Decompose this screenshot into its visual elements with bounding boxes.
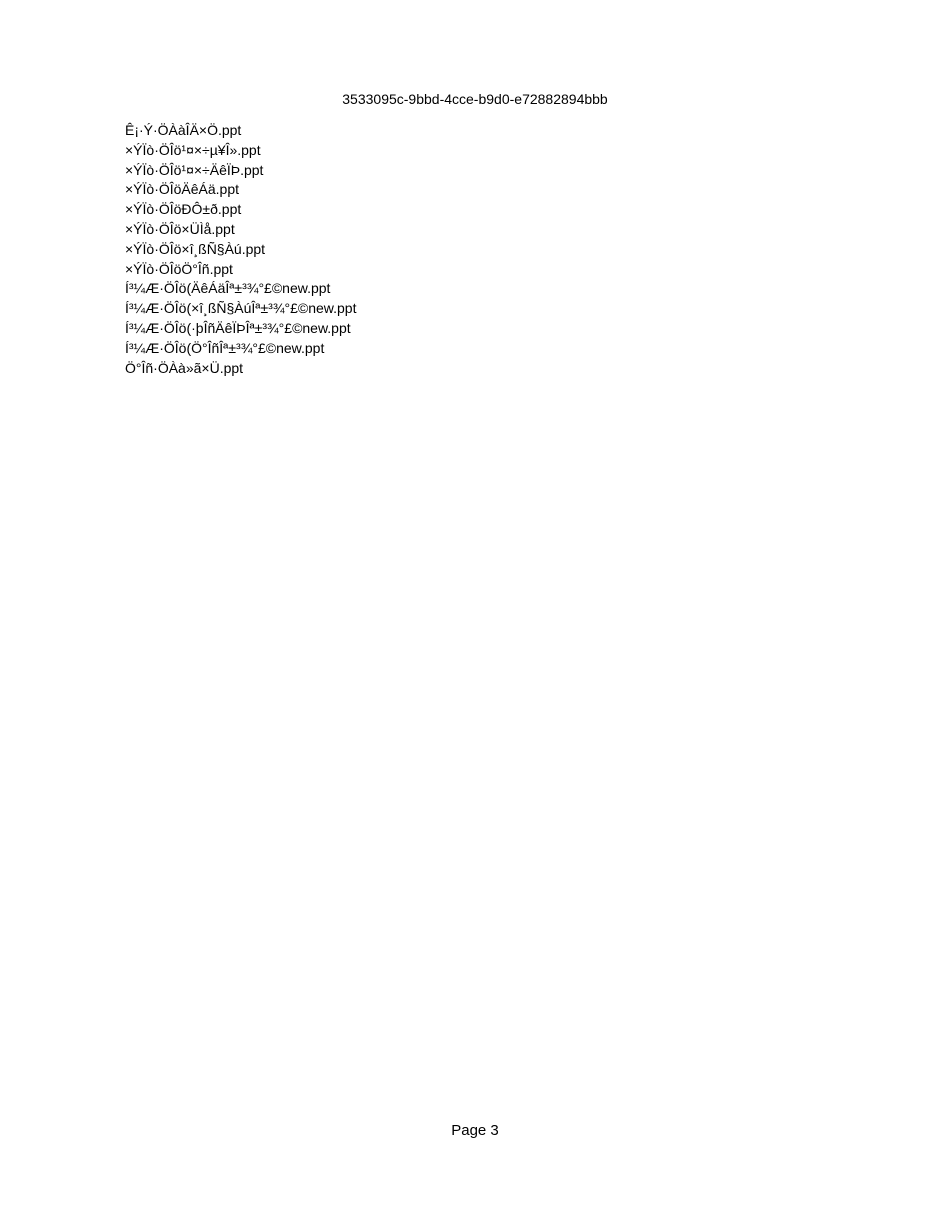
- list-item: Ö°Îñ·ÖÀà»ã×Ü.ppt: [125, 359, 244, 376]
- list-item: ×ÝÏò·ÖÎö¹¤×÷ÄêÏÞ.ppt: [125, 161, 264, 178]
- list-item: ×ÝÏò·ÖÎö¹¤×÷µ¥Î».ppt: [125, 141, 261, 158]
- list-item: ×ÝÏò·ÖÎöÄêÁä.ppt: [125, 181, 240, 198]
- list-item: ×ÝÏò·ÖÎö×î¸ßÑ§Àú.ppt: [125, 240, 266, 257]
- list-item: Í³¼Æ·ÖÎö(ÄêÁäÎª±³¾°£©new.ppt: [125, 280, 331, 297]
- file-list: [125, 121, 356, 378]
- list-item: Ê¡·Ý·ÖÀàÎÄ×Ö.ppt: [125, 122, 242, 138]
- list-item: ×ÝÏò·ÖÎöÖ°Îñ.ppt: [125, 260, 233, 277]
- list-item: ×ÝÏò·ÖÎö×ÜÌå.ppt: [125, 220, 235, 237]
- list-item: Í³¼Æ·ÖÎö(×î¸ßÑ§ÀúÎª±³¾°£©new.ppt: [125, 300, 357, 317]
- page-header: 3533095c-9bbd-4cce-b9d0-e72882894bbb: [342, 91, 608, 107]
- list-item: ×ÝÏò·ÖÎöÐÔ±ð.ppt: [125, 201, 242, 218]
- list-item: Í³¼Æ·ÖÎö(·þÎñÄêÏÞÎª±³¾°£©new.ppt: [125, 319, 351, 336]
- list-item: Í³¼Æ·ÖÎö(Ö°ÎñÎª±³¾°£©new.ppt: [125, 339, 325, 356]
- page-number: Page 3: [451, 1122, 499, 1139]
